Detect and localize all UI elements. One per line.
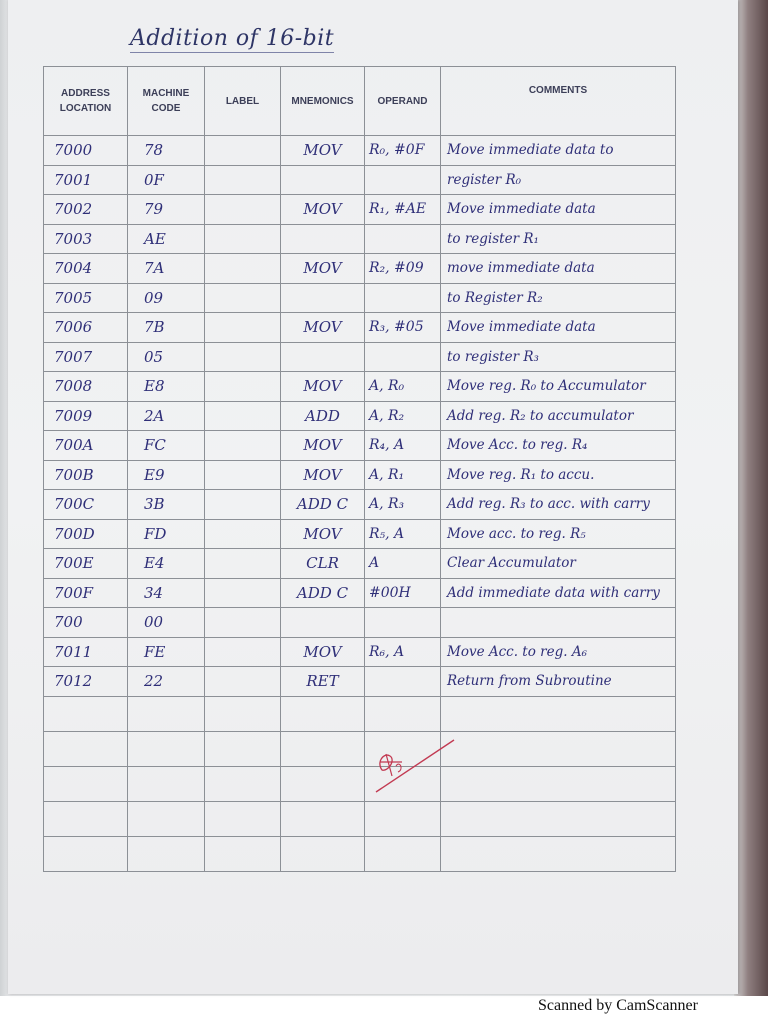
- mnemonic-cell: MOV: [281, 313, 365, 343]
- mnemonic-cell: [281, 224, 365, 254]
- comment-cell: Add immediate data with carry: [441, 578, 676, 608]
- table-row: [44, 313, 676, 343]
- operand-cell: R₄, A: [365, 431, 441, 461]
- comment-cell: Move immediate data: [441, 313, 676, 343]
- machine-code-cell: FD: [128, 519, 205, 549]
- label-cell: [205, 667, 281, 697]
- header-mnemonics: MNEMONICS: [281, 67, 365, 136]
- comment-cell: Move Acc. to reg. A₆: [441, 637, 676, 667]
- machine-code-cell: E9: [128, 460, 205, 490]
- comment-cell: register R₀: [441, 165, 676, 195]
- machine-code-cell: 79: [128, 195, 205, 225]
- comment-cell: [441, 731, 676, 766]
- address-cell: 7011: [44, 637, 128, 667]
- machine-code-cell: FE: [128, 637, 205, 667]
- operand-cell: [365, 667, 441, 697]
- blank-row: [44, 766, 676, 801]
- comment-cell: to register R₃: [441, 342, 676, 372]
- machine-code-cell: [128, 801, 205, 836]
- address-cell: 7012: [44, 667, 128, 697]
- operand-cell: [365, 224, 441, 254]
- operand-cell: [365, 342, 441, 372]
- address-cell: 700C: [44, 490, 128, 520]
- label-cell: [205, 608, 281, 638]
- comment-cell: move immediate data: [441, 254, 676, 284]
- table-body: [44, 136, 676, 872]
- machine-code-cell: E8: [128, 372, 205, 402]
- address-cell: 7003: [44, 224, 128, 254]
- operand-cell: #00H: [365, 578, 441, 608]
- label-cell: [205, 490, 281, 520]
- label-cell: [205, 165, 281, 195]
- machine-code-cell: 00: [128, 608, 205, 638]
- machine-code-cell: 09: [128, 283, 205, 313]
- operand-cell: R₃, #05: [365, 313, 441, 343]
- operand-cell: R₂, #09: [365, 254, 441, 284]
- comment-cell: to register R₁: [441, 224, 676, 254]
- label-cell: [205, 224, 281, 254]
- label-cell: [205, 578, 281, 608]
- label-cell: [205, 519, 281, 549]
- label-cell: [205, 136, 281, 166]
- machine-code-cell: [128, 696, 205, 731]
- operand-cell: [365, 836, 441, 871]
- label-cell: [205, 401, 281, 431]
- machine-code-cell: 05: [128, 342, 205, 372]
- table-row: [44, 490, 676, 520]
- machine-code-cell: E4: [128, 549, 205, 579]
- comment-cell: [441, 766, 676, 801]
- address-cell: [44, 696, 128, 731]
- blank-row: [44, 696, 676, 731]
- table-row: [44, 254, 676, 284]
- operand-cell: [365, 608, 441, 638]
- operand-cell: [365, 801, 441, 836]
- mnemonic-cell: ADD: [281, 401, 365, 431]
- operand-cell: [365, 696, 441, 731]
- address-cell: 7001: [44, 165, 128, 195]
- table-row: [44, 667, 676, 697]
- machine-code-cell: AE: [128, 224, 205, 254]
- comment-cell: [441, 696, 676, 731]
- comment-cell: Move immediate data: [441, 195, 676, 225]
- comment-cell: Clear Accumulator: [441, 549, 676, 579]
- label-cell: [205, 195, 281, 225]
- table-row: [44, 608, 676, 638]
- table-row: [44, 460, 676, 490]
- comment-cell: to Register R₂: [441, 283, 676, 313]
- mnemonic-cell: [281, 608, 365, 638]
- label-cell: [205, 801, 281, 836]
- comment-cell: Add reg. R₂ to accumulator: [441, 401, 676, 431]
- mnemonic-cell: MOV: [281, 136, 365, 166]
- table-row: [44, 578, 676, 608]
- address-cell: [44, 801, 128, 836]
- comment-cell: [441, 801, 676, 836]
- machine-code-cell: 2A: [128, 401, 205, 431]
- mnemonic-cell: [281, 731, 365, 766]
- mnemonic-cell: [281, 766, 365, 801]
- operand-cell: R₆, A: [365, 637, 441, 667]
- operand-cell: [365, 283, 441, 313]
- address-cell: 700F: [44, 578, 128, 608]
- address-cell: 7002: [44, 195, 128, 225]
- address-cell: [44, 766, 128, 801]
- label-cell: [205, 254, 281, 284]
- blank-row: [44, 801, 676, 836]
- mnemonic-cell: [281, 342, 365, 372]
- table-row: [44, 283, 676, 313]
- mnemonic-cell: MOV: [281, 519, 365, 549]
- blank-row: [44, 731, 676, 766]
- address-cell: [44, 731, 128, 766]
- address-cell: 7004: [44, 254, 128, 284]
- address-cell: 7007: [44, 342, 128, 372]
- label-cell: [205, 342, 281, 372]
- mnemonic-cell: MOV: [281, 195, 365, 225]
- machine-code-cell: 78: [128, 136, 205, 166]
- label-cell: [205, 549, 281, 579]
- machine-code-cell: [128, 836, 205, 871]
- scanner-watermark: Scanned by CamScanner: [538, 997, 698, 1014]
- mnemonic-cell: MOV: [281, 254, 365, 284]
- machine-code-cell: 0F: [128, 165, 205, 195]
- label-cell: [205, 313, 281, 343]
- page-title: Addition of 16-bit: [130, 26, 335, 51]
- machine-code-cell: FC: [128, 431, 205, 461]
- label-cell: [205, 431, 281, 461]
- comment-cell: Return from Subroutine: [441, 667, 676, 697]
- header-address: ADDRESS LOCATION: [44, 67, 128, 136]
- program-table: [43, 66, 676, 872]
- address-cell: 700: [44, 608, 128, 638]
- comment-cell: [441, 836, 676, 871]
- table-row: [44, 165, 676, 195]
- mnemonic-cell: [281, 836, 365, 871]
- machine-code-cell: 7B: [128, 313, 205, 343]
- operand-cell: A: [365, 549, 441, 579]
- mnemonic-cell: ADD C: [281, 490, 365, 520]
- mnemonic-cell: RET: [281, 667, 365, 697]
- table-row: [44, 342, 676, 372]
- address-cell: [44, 836, 128, 871]
- comment-cell: Add reg. R₃ to acc. with carry: [441, 490, 676, 520]
- label-cell: [205, 836, 281, 871]
- operand-cell: A, R₀: [365, 372, 441, 402]
- label-cell: [205, 696, 281, 731]
- machine-code-cell: 22: [128, 667, 205, 697]
- table-row: [44, 519, 676, 549]
- label-cell: [205, 731, 281, 766]
- operand-cell: R₁, #AE: [365, 195, 441, 225]
- operand-cell: A, R₂: [365, 401, 441, 431]
- mnemonic-cell: [281, 283, 365, 313]
- label-cell: [205, 372, 281, 402]
- address-cell: 700D: [44, 519, 128, 549]
- signature-mark: [370, 732, 460, 796]
- operand-cell: A, R₁: [365, 460, 441, 490]
- operand-cell: A, R₃: [365, 490, 441, 520]
- table-row: [44, 637, 676, 667]
- address-cell: 700E: [44, 549, 128, 579]
- blank-row: [44, 836, 676, 871]
- address-cell: 7005: [44, 283, 128, 313]
- comment-cell: Move Acc. to reg. R₄: [441, 431, 676, 461]
- address-cell: 7009: [44, 401, 128, 431]
- table-header-row: [44, 67, 676, 136]
- address-cell: 7008: [44, 372, 128, 402]
- mnemonic-cell: CLR: [281, 549, 365, 579]
- operand-cell: [365, 165, 441, 195]
- mnemonic-cell: MOV: [281, 460, 365, 490]
- label-cell: [205, 460, 281, 490]
- comment-cell: Move immediate data to: [441, 136, 676, 166]
- address-cell: 700A: [44, 431, 128, 461]
- header-comments: COMMENTS: [441, 67, 676, 136]
- machine-code-cell: [128, 766, 205, 801]
- comment-cell: Move acc. to reg. R₅: [441, 519, 676, 549]
- comment-cell: Move reg. R₀ to Accumulator: [441, 372, 676, 402]
- header-operand: OPERAND: [365, 67, 441, 136]
- machine-code-cell: 34: [128, 578, 205, 608]
- scan-edge: [734, 0, 768, 996]
- table-row: [44, 224, 676, 254]
- operand-cell: R₀, #0F: [365, 136, 441, 166]
- operand-cell: R₅, A: [365, 519, 441, 549]
- mnemonic-cell: [281, 801, 365, 836]
- mnemonic-cell: [281, 165, 365, 195]
- address-cell: 7006: [44, 313, 128, 343]
- label-cell: [205, 637, 281, 667]
- table-row: [44, 136, 676, 166]
- table-row: [44, 431, 676, 461]
- address-cell: 7000: [44, 136, 128, 166]
- mnemonic-cell: MOV: [281, 637, 365, 667]
- machine-code-cell: 7A: [128, 254, 205, 284]
- comment-cell: Move reg. R₁ to accu.: [441, 460, 676, 490]
- machine-code-cell: [128, 731, 205, 766]
- table-row: [44, 372, 676, 402]
- mnemonic-cell: MOV: [281, 372, 365, 402]
- address-cell: 700B: [44, 460, 128, 490]
- header-label: LABEL: [205, 67, 281, 136]
- table-row: [44, 195, 676, 225]
- comment-cell: [441, 608, 676, 638]
- mnemonic-cell: MOV: [281, 431, 365, 461]
- header-machine-code: MACHINE CODE: [128, 67, 205, 136]
- table-row: [44, 549, 676, 579]
- mnemonic-cell: [281, 696, 365, 731]
- label-cell: [205, 766, 281, 801]
- mnemonic-cell: ADD C: [281, 578, 365, 608]
- label-cell: [205, 283, 281, 313]
- machine-code-cell: 3B: [128, 490, 205, 520]
- table-row: [44, 401, 676, 431]
